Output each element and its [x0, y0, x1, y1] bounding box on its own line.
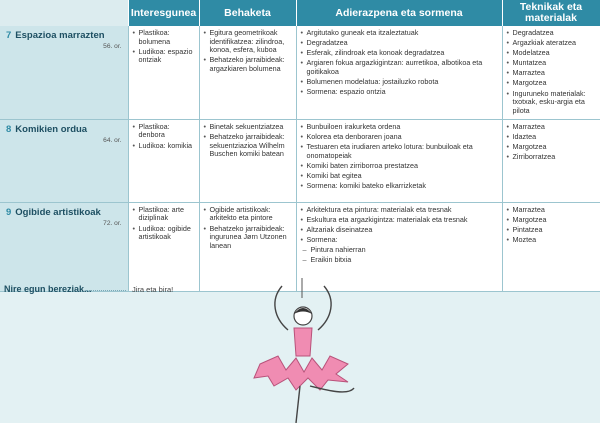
list-item: • Inguruneko materialak: txotxak, esku-argia eta pilota	[507, 90, 597, 116]
list-item: • Testuaren eta irudiaren arteko lotura: bunbuiloak eta onomatopeiak	[301, 143, 499, 160]
list-item: • Komiki baten zirriborroa prestatzea	[301, 162, 499, 171]
unit-cell	[0, 26, 128, 119]
list-item: • Altzariak diseinatzea	[301, 226, 499, 235]
ballerina-illustration	[230, 278, 390, 423]
list-item: • Kolorea eta denboraren joana	[301, 133, 499, 142]
list-item: • Ogibide artistikoak: arkitekto eta pintore	[204, 206, 293, 223]
techniques-cell	[502, 119, 600, 202]
section-subtitle: Jira eta bira!	[132, 285, 174, 294]
unit-title: 8 Komikien ordua	[6, 123, 88, 135]
list-item: • Sormena: espazio ontzia	[301, 88, 499, 97]
list-item: • Sormena:	[301, 236, 499, 245]
list-item: • Zirriborratzea	[507, 153, 597, 162]
list-item: • Moztea	[507, 236, 597, 245]
list-item: • Plastikoa: bolumena	[133, 29, 196, 46]
list-item: • Arkitektura eta pintura: materialak eta tresnak	[301, 206, 499, 215]
interest-cell	[128, 119, 199, 202]
observation-cell	[199, 119, 296, 202]
header-expression: Adierazpena eta sormena	[296, 0, 502, 26]
list-item: • Marraztea	[507, 206, 597, 215]
unit-page: 64. or.	[103, 136, 122, 144]
table-header-row	[0, 0, 600, 26]
list-item: • Sormena: komiki bateko elkarrizketak	[301, 182, 499, 191]
list-item: • Egitura geometrikoak identifikatzea: zilindroa, konoa, esfera, kuboa	[204, 29, 293, 55]
header-interest: Interesgunea	[128, 0, 199, 26]
list-item: • Bolumenen modelatua: jostailuzko robota	[301, 78, 499, 87]
list-item: • Margotzea	[507, 216, 597, 225]
header-blank	[0, 0, 128, 26]
list-item: • Behatzeko jarraibideak: ingurunea Jørn Utzonen lanean	[204, 225, 293, 251]
list-item: • Plastikoa: denbora	[133, 123, 196, 140]
list-item: • Muntatzea	[507, 59, 597, 68]
interest-cell	[128, 26, 199, 119]
list-item: • Argitutako guneak eta itzaleztatuak	[301, 29, 499, 38]
list-item: • Pintatzea	[507, 226, 597, 235]
tutu	[254, 356, 348, 390]
unit-cell	[0, 119, 128, 202]
list-item: • Esferak, zilindroak eta konoak degradatzea	[301, 49, 499, 58]
list-item: • Marraztea	[507, 69, 597, 78]
unit-title: 7 Espazioa marrazten	[6, 30, 105, 41]
techniques-cell	[502, 26, 600, 119]
list-item: • Bunbuiloen irakurketa ordena	[301, 123, 499, 132]
list-item: • Komiki bat egitea	[301, 172, 499, 181]
table-row	[0, 119, 600, 202]
list-item: • Modelatzea	[507, 49, 597, 58]
expression-cell	[296, 26, 502, 119]
list-item: • Behatzeko jarraibideak: argazkiaren bolumena	[204, 56, 293, 73]
section-label: Nire egun bereziak...	[4, 284, 92, 294]
table-row	[0, 26, 600, 119]
list-item: • Margotzea	[507, 79, 597, 88]
list-item: • Argiaren fokua argazkigintzan: aurretikoa, albotikoa eta goitikakoa	[301, 59, 499, 76]
expression-cell	[296, 119, 502, 202]
list-item: • Ludikoa: ogibide artistikoak	[133, 225, 196, 242]
list-subitem: – Eraikin bitxia	[301, 256, 499, 265]
interest-cell	[128, 202, 199, 291]
left-leg	[296, 386, 300, 423]
techniques-cell	[502, 202, 600, 291]
left-arm	[275, 286, 288, 330]
list-item: • Ludikoa: komikia	[133, 142, 196, 151]
unit-page: 56. or.	[103, 43, 122, 50]
dotted-divider	[86, 290, 126, 291]
list-item: • Marraztea	[507, 123, 597, 132]
list-item: • Argazkiak ateratzea	[507, 39, 597, 48]
list-item: • Plastikoa: arte diziplinak	[133, 206, 196, 223]
list-item: • Idaztea	[507, 133, 597, 142]
bodice	[294, 328, 312, 356]
right-arm	[318, 286, 331, 330]
list-item: • Degradatzea	[507, 29, 597, 38]
header-observation: Behaketa	[199, 0, 296, 26]
list-item: • Behatzeko jarraibideak: sekuentziazioa Wilhelm Buschen komiki batean	[204, 133, 293, 159]
observation-cell	[199, 26, 296, 119]
list-item: • Eskultura eta argazkigintza: materialak eta tresnak	[301, 216, 499, 225]
header-techniques: Teknikak eta materialak	[502, 0, 600, 26]
unit-page: 72. or.	[103, 219, 122, 227]
list-subitem: – Pintura nahierran	[301, 246, 499, 255]
unit-title: 9 Ogibide artistikoak	[6, 206, 101, 218]
list-item: • Ludikoa: espazio ontziak	[133, 48, 196, 65]
list-item: • Degradatzea	[301, 39, 499, 48]
list-item: • Margotzea	[507, 143, 597, 152]
list-item: • Binetak sekuentziatzea	[204, 123, 293, 132]
unit-cell	[0, 202, 128, 291]
